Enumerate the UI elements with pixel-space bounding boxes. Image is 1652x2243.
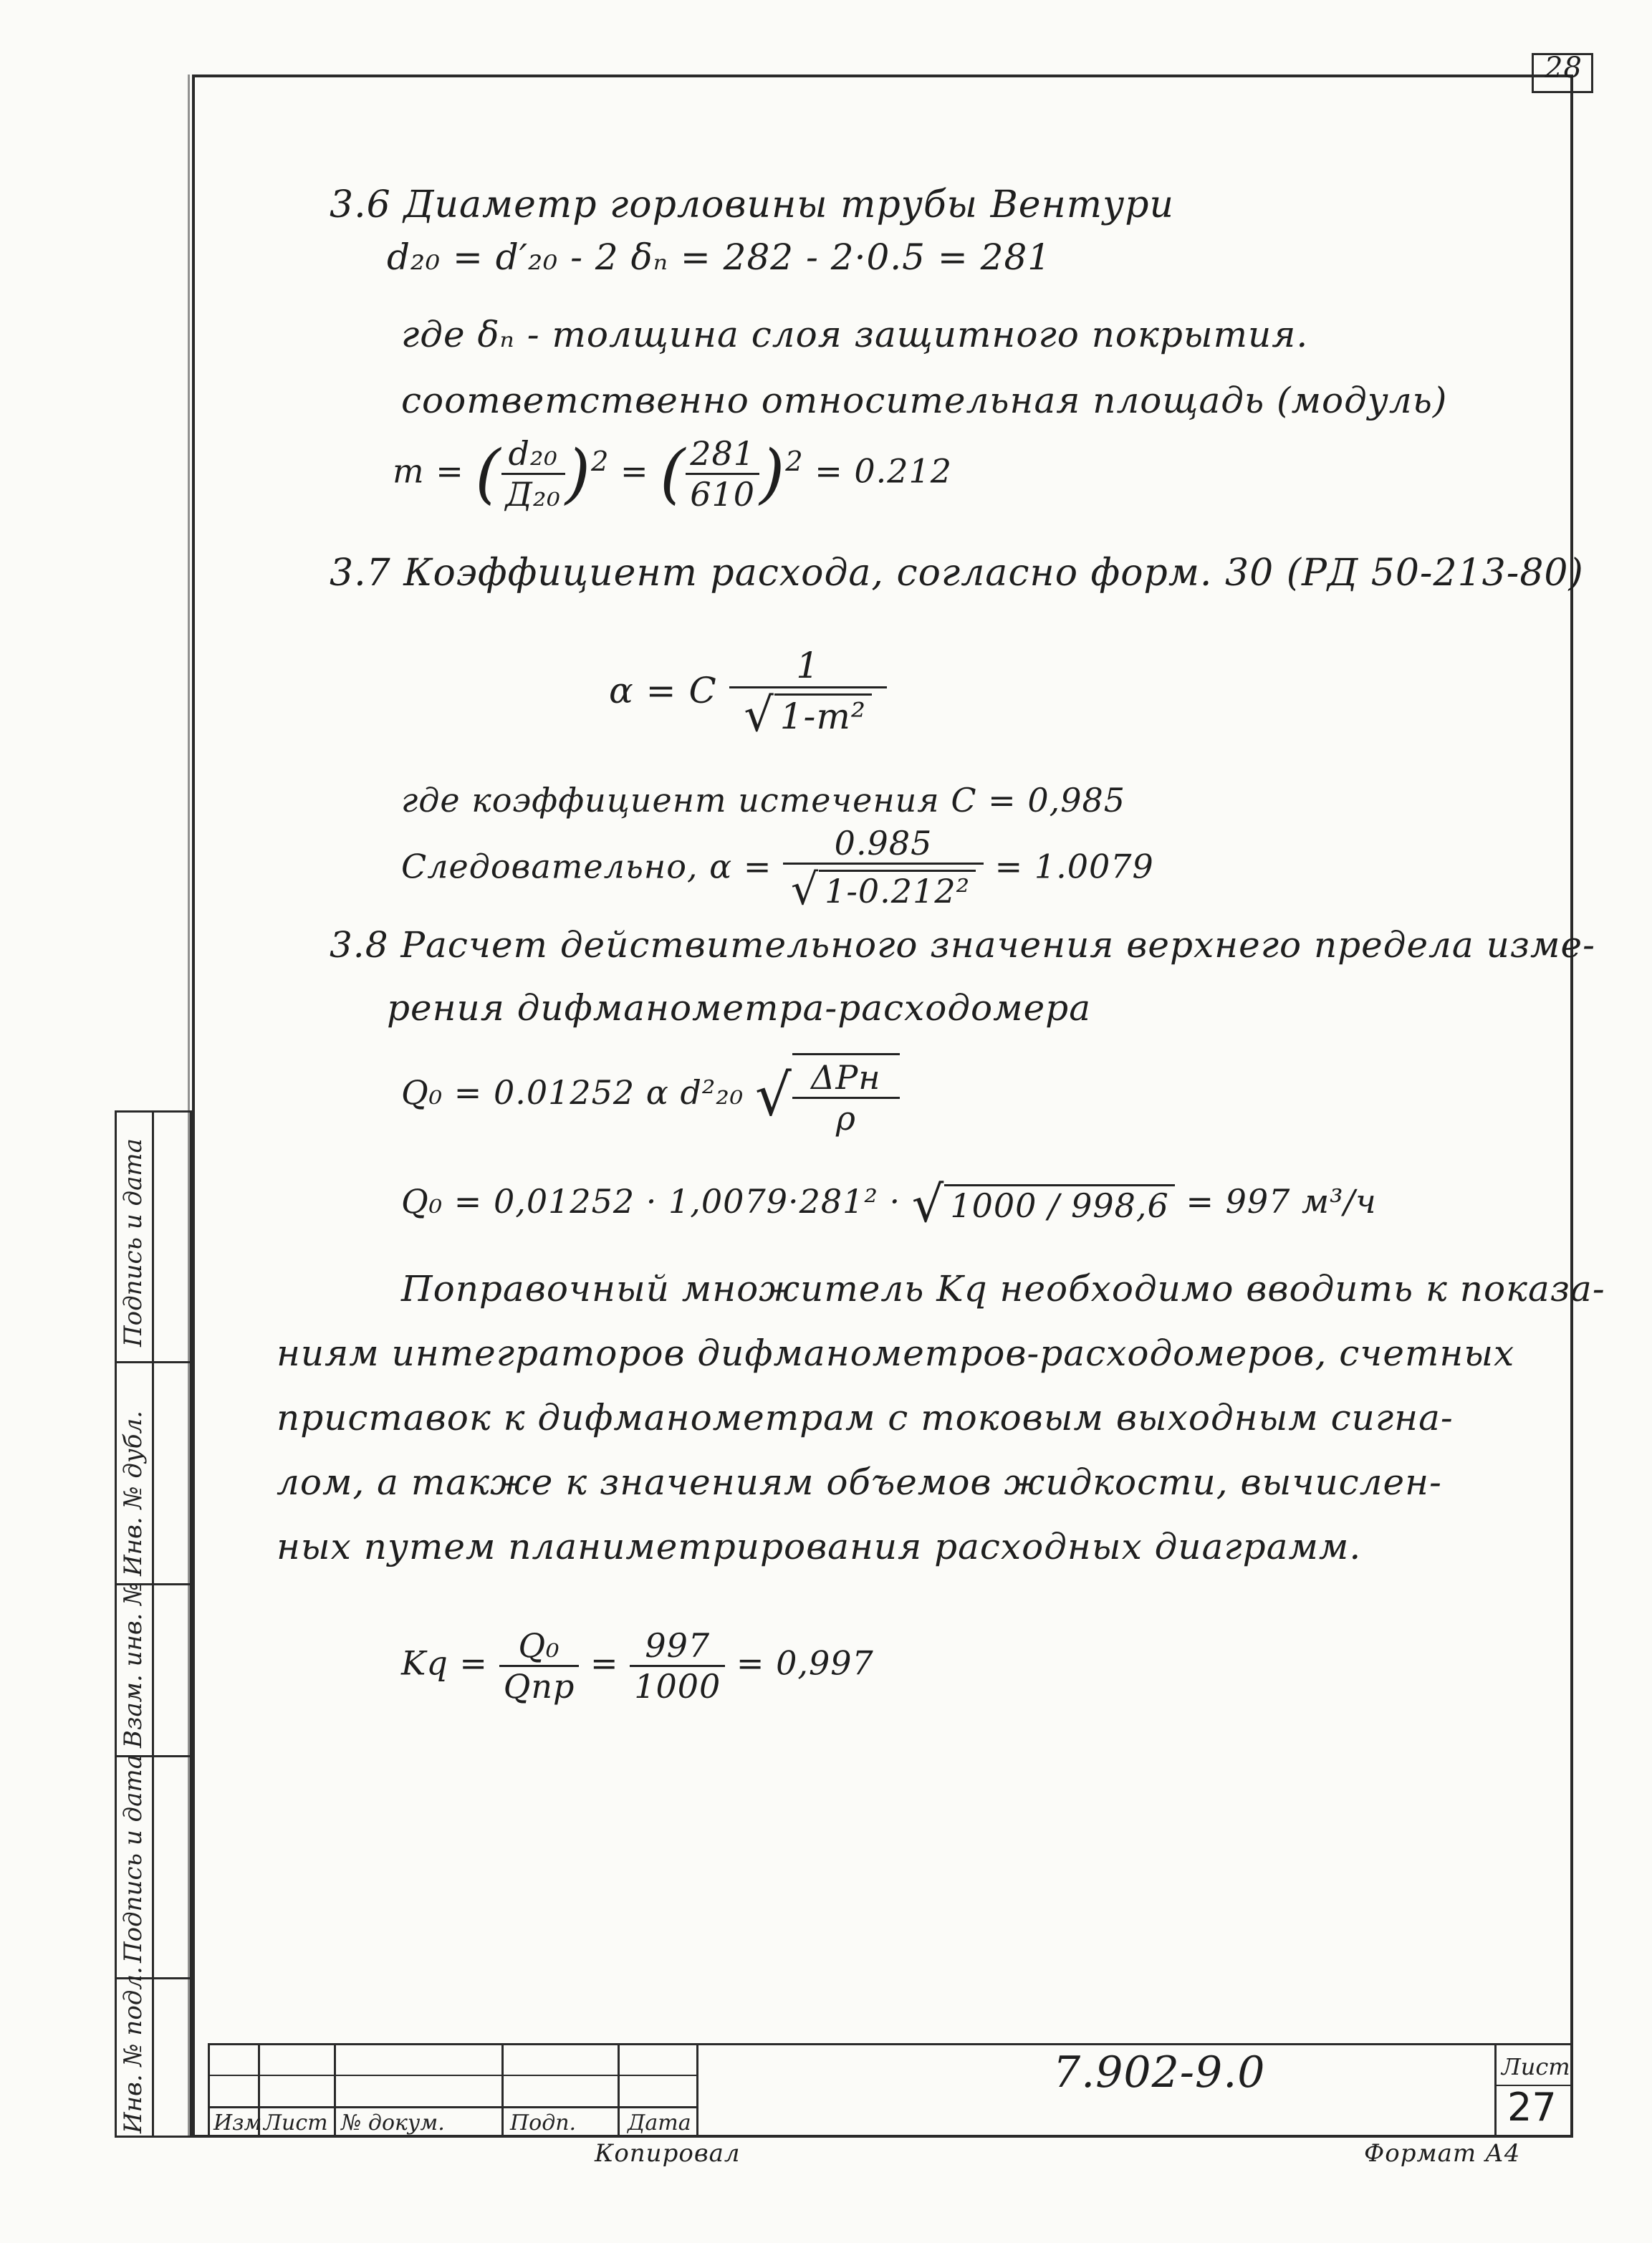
paragraph-line-3: приставок к дифманометрам с токовым выходным сигна- — [277, 1397, 1454, 1439]
corner-number: 28 — [1545, 52, 1583, 85]
paragraph-line-1: Поправочный множитель Kq необходимо вводить к показа- — [401, 1268, 1605, 1310]
side-stamp-sep-1 — [115, 1361, 192, 1363]
col-podp: Подп. — [510, 2110, 577, 2136]
col-list: Лист — [264, 2110, 328, 2136]
q-calc-result: = 997 м³/ч — [1186, 1182, 1377, 1221]
sheet-label: Лист — [1502, 2053, 1570, 2080]
kq-lhs: Kq = — [401, 1643, 488, 1683]
title-block-col-a — [208, 2043, 210, 2138]
kq-fraction-1: $\frac{\text{Q₀}}{\text{Qпр}}$ — [499, 1626, 580, 1706]
alpha-lhs: α = C — [609, 670, 717, 711]
section-3-8-heading-1: 3.8 Расчет действительного значения верхнего предела изме- — [330, 924, 1595, 966]
q-formula-lhs: Q₀ = 0.01252 α d²₂₀ — [401, 1073, 744, 1112]
section-3-6-formula: d₂₀ = d′₂₀ - 2 δₙ = 282 - 2·0.5 = 281 — [387, 236, 1052, 278]
side-label-a: Подпись и дата — [119, 1138, 148, 1347]
modulus-formula: m = ( $\frac{\text{d₂₀}}{\text{Д₂₀}}$ )$^2$ = ( $\frac{281}{610}$ )$^2$ = 0.212 — [393, 434, 953, 514]
title-block-col-f — [696, 2043, 698, 2138]
section-3-7-heading: 3.7 Коэффициент расхода, согласно форм. 30 (РД 50-213-80) — [330, 552, 1584, 595]
paragraph-line-2: ниям интеграторов дифманометров-расходомеров, счетных — [277, 1332, 1515, 1374]
q-formula: Q₀ = 0.01252 α d²₂₀ √ $\frac{\text{ΔPн}}{\rho}$ — [401, 1053, 900, 1138]
alpha-calc-lhs: Следовательно, α = — [401, 847, 772, 886]
footer-copied: Копировал — [595, 2139, 741, 2168]
section-3-6-heading: 3.6 Диаметр горловины трубы Вентури — [330, 183, 1175, 226]
q-calc-root: 1000 / 998,6 — [944, 1184, 1175, 1225]
side-label-e: Инв. № подл. — [119, 1966, 148, 2133]
q-calc-lhs: Q₀ = 0,01252 · 1,0079·281² · — [401, 1182, 901, 1221]
alpha-calc-fraction: $\frac{0.985}{\text{√ 1-0.212²}}$ — [783, 824, 984, 915]
kq-formula — [401, 1626, 874, 1706]
side-label-b: Инв. № дубл. — [119, 1411, 148, 1576]
alpha-fraction: $\frac{1}{\text{√ 1-m²}}$ — [729, 645, 887, 742]
alpha-formula — [609, 645, 887, 742]
title-block-col-e — [618, 2043, 620, 2138]
alpha-calc-result: = 1.0079 — [994, 847, 1154, 886]
paragraph-line-4: лом, а также к значениям объемов жидкости, вычислен- — [277, 1461, 1442, 1503]
modulus-eq: = — [620, 451, 649, 491]
col-data: Дата — [628, 2110, 691, 2136]
side-label-c: Взам. инв. № — [119, 1582, 148, 1748]
title-block-col-d — [501, 2043, 504, 2138]
title-block-row-2 — [208, 2106, 698, 2108]
q-formula-fraction: $\frac{\text{ΔPн}}{\rho}$ — [792, 1053, 900, 1138]
paragraph-line-5: ных путем планиметрирования расходных диаграмм. — [277, 1526, 1362, 1567]
alpha-calc — [401, 824, 1154, 915]
kq-fraction-2: $\frac{997}{1000}$ — [630, 1626, 725, 1706]
title-block-sheet-col — [1494, 2043, 1497, 2138]
footer-format: Формат А4 — [1364, 2139, 1521, 2168]
kq-eq: = — [590, 1643, 619, 1683]
modulus-lhs: m = — [393, 451, 464, 491]
q-calc: Q₀ = 0,01252 · 1,0079·281² · √ 1000 / 998,6 = 997 м³/ч — [401, 1175, 1377, 1234]
title-block-col-c — [334, 2043, 336, 2138]
section-3-7-note: где коэффициент истечения C = 0,985 — [401, 781, 1126, 820]
section-3-8-heading-2: рения дифманометра-расходомера — [387, 987, 1092, 1029]
modulus-fraction-1: $\frac{\text{d₂₀}}{\text{Д₂₀}}$ — [501, 434, 565, 514]
title-block-top-line — [208, 2043, 1573, 2045]
title-block-row-1 — [208, 2075, 698, 2076]
modulus-fraction-2: $\frac{281}{610}$ — [686, 434, 759, 514]
modulus-result: = 0.212 — [815, 451, 953, 491]
side-label-d: Подпись и дата — [119, 1754, 148, 1963]
section-3-6-text: соответственно относительная площадь (модуль) — [401, 380, 1448, 421]
col-izm: Изм — [213, 2110, 262, 2136]
side-stamp-divider — [152, 1110, 154, 2138]
sheet-number: 27 — [1507, 2085, 1557, 2130]
kq-result: = 0,997 — [736, 1643, 874, 1683]
document-code: 7.902-9.0 — [1053, 2047, 1266, 2098]
section-3-6-note: где δₙ - толщина слоя защитного покрытия. — [401, 314, 1309, 355]
col-doc: № докум. — [341, 2110, 445, 2136]
